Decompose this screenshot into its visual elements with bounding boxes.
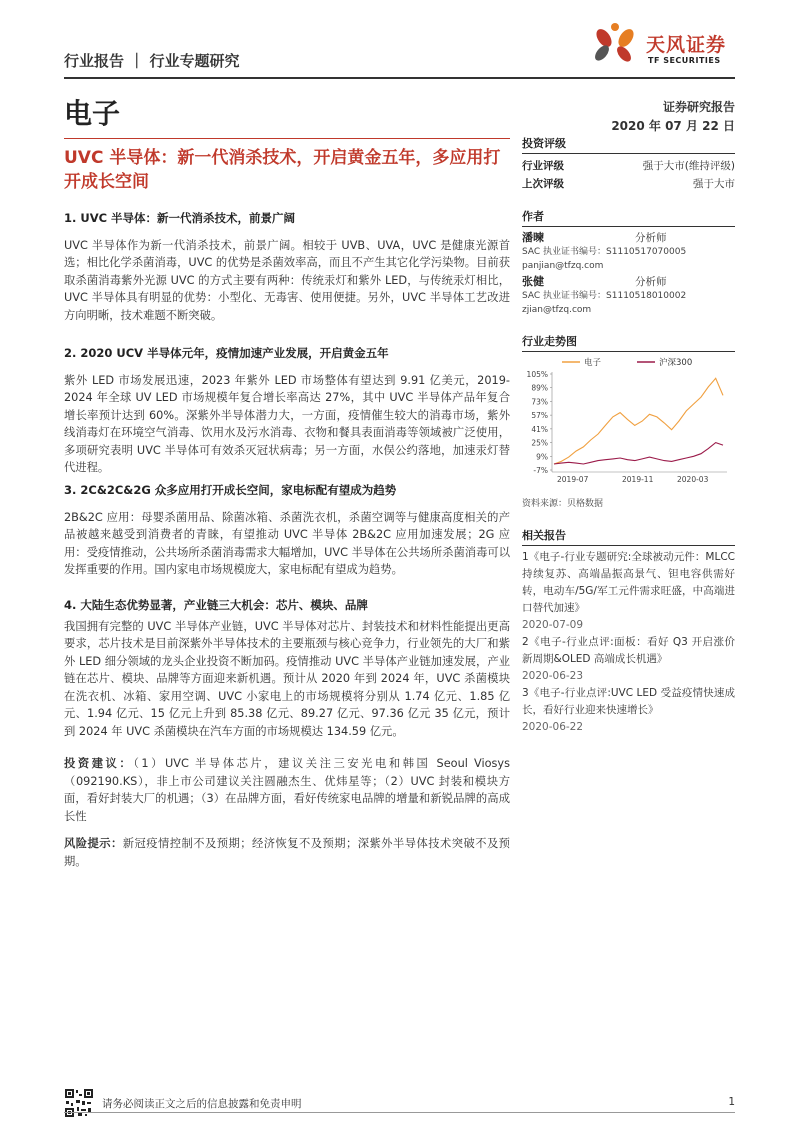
series-line — [554, 443, 723, 464]
author-email: panjian@tfzq.com — [522, 261, 604, 271]
rating-panel — [522, 135, 735, 193]
section-3 — [64, 482, 510, 579]
header-divider — [64, 77, 735, 79]
y-tick-label: 25% — [531, 438, 548, 448]
section-1 — [64, 210, 510, 324]
authors-heading: 作者 — [522, 208, 735, 227]
section-heading: 2. 2020 UCV 半导体元年，疫情加速产业发展，开启黄金五年 — [64, 346, 389, 360]
rating-key: 上次评级 — [522, 178, 564, 190]
sector-title: 电子 — [64, 97, 121, 130]
related-report-link[interactable]: 3《电子-行业点评:UVC LED 受益疫情快速成长，看好行业迎来快速增长》 — [522, 687, 735, 716]
related-report-date: 2020-07-09 — [522, 619, 584, 631]
section-body: UVC 半导体作为新一代消杀技术，前景广阔。相较于 UVB、UVA，UVC 是健康光源首选；相比化学杀菌消毒，UVC 的优势是杀菌效率高，而且不产生其它化学污染物。目前获取杀菌消毒紫外光源 UVC 的方式主要有两种：传统汞灯和紫外 LED，与传统汞灯相比，UVC 半导体具有明显的优势：小型化、无毒害、使用便捷。另外，UVC 半导体工艺改进方向明晰，技术难题不断突破。 — [64, 238, 510, 322]
author-role: 分析师 — [635, 232, 667, 244]
authors-panel — [522, 208, 735, 317]
section-body: 我国拥有完整的 UVC 半导体产业链，UVC 半导体对芯片、封装技术和材料性能提出更高要求，芯片技术是目前深紫外半导体技术的主要瓶颈与核心竞争力，行业领先的大厂和紫外 LED 细分领域的龙头企业投资不断加码。疫情推动 UVC 半导体产业链加速发展，产业链在芯片、模块、品牌等方面迎来新机遇。预计从 2020 年到 2024 年，UVC 杀菌模块在洗衣机、冰箱、家用空调、UVC 小家电上的市场规模将分别从 1.74 亿元、1.85 亿元、1.94 亿元、15 亿元上升到 85.38 亿元、89.27 亿元、97.36 亿元 35 亿元，预计到 2024 年 UVC 杀菌模块在汽车方面的市场规模达 134.59 亿元。 — [64, 619, 510, 738]
author-row — [522, 275, 735, 289]
x-tick-label: 2019-07 — [557, 475, 589, 484]
author-name: 张健 — [522, 275, 544, 288]
section-body: 紫外 LED 市场发展迅速，2023 年紫外 LED 市场整体有望达到 9.91 亿美元，2019-2024 年全球 UV LED 市场规模年复合增长率高达 27%，其中 UVC 半导体产品年复合增长率预计达到 60%。深紫外半导体潜力大，一方面，疫情催生较大的消毒市场，紫外线消毒灯在环境空气消毒、饮用水及污水消毒、衣物和餐具表面消毒等领域被广泛使用，多项研究表明 UVC 半导体可有效杀灭冠状病毒；另一方面，水俣公约落地，加速汞灯替代进程。 — [64, 373, 510, 474]
y-tick-label: -7% — [533, 466, 548, 475]
related-report-date: 2020-06-22 — [522, 721, 584, 733]
x-tick-label: 2019-11 — [622, 475, 654, 484]
author-role: 分析师 — [635, 276, 667, 288]
logo-mark-icon — [590, 20, 640, 70]
related-heading: 相关报告 — [522, 527, 735, 546]
y-tick-label: 57% — [531, 411, 548, 421]
section-heading: 3. 2C&2C&2G 众多应用打开成长空间，家电标配有望成为趋势 — [64, 483, 397, 497]
risk-label: 风险提示： — [64, 837, 123, 850]
rating-heading: 投资评级 — [522, 135, 735, 154]
rating-value: 强于大市 — [693, 178, 735, 190]
series-line — [554, 378, 723, 464]
author-cert: SAC 执业证书编号：S1110517070005 — [522, 247, 687, 257]
report-category: 行业报告 ｜ 行业专题研究 — [64, 52, 240, 70]
footer-disclaimer: 请务必阅读正文之后的信息披露和免责申明 — [102, 1098, 302, 1110]
author-row — [522, 231, 735, 245]
report-type: 证券研究报告 — [662, 100, 735, 114]
y-tick-label: 89% — [531, 383, 548, 393]
section-2 — [64, 345, 510, 477]
section-body: 2B&2C 应用：母婴杀菌用品、除菌冰箱、杀菌洗衣机，杀菌空调等与健康高度相关的产品被越来越受到消费者的青睐，有望推动 UVC 半导体 2B&2C 应用加速发展；2G 应用：受疫情推动，公共场所杀菌消毒需求大幅增加，UVC 半导体在公共场所杀菌消毒可以发挥重要的作用。国内家电市场规模庞大，家电标配有望成为趋势。 — [64, 510, 510, 576]
rating-row — [522, 175, 735, 193]
report-title: UVC 半导体：新一代消杀技术，开启黄金五年，多应用打开成长空间 — [64, 148, 501, 192]
rating-value: 强于大市(维持评级) — [642, 160, 735, 172]
x-tick-label: 2020-03 — [677, 475, 709, 484]
investment-advice — [64, 755, 510, 825]
rating-key: 行业评级 — [522, 160, 564, 172]
risk-body: 新冠疫情控制不及预期；经济恢复不及预期；深紫外半导体技术突破不及预期。 — [64, 837, 510, 868]
legend-label: 沪深300 — [659, 358, 693, 368]
trend-heading-wrap — [522, 333, 735, 352]
y-tick-label: 41% — [531, 424, 548, 434]
qr-code-icon — [64, 1088, 94, 1118]
section-4 — [64, 597, 510, 740]
title-rule — [64, 138, 510, 139]
author-cert: SAC 执业证书编号：S1110518010002 — [522, 291, 687, 301]
brand-name-cn: 天风证券 — [646, 34, 727, 56]
related-report-date: 2020-06-23 — [522, 670, 584, 682]
legend-label: 电子 — [584, 358, 602, 368]
y-tick-label: 105% — [526, 370, 548, 379]
page-number: 1 — [728, 1096, 735, 1108]
related-panel — [522, 527, 735, 736]
investment-body: （1）UVC 半导体芯片，建议关注三安光电和韩国 Seoul Viosys（092190.KS），非上市公司建议关注圆融杰生、优炜星等；（2）UVC 封装和模块方面，看好封装大厂的机遇；（3）在品牌方面，看好传统家电品牌的增量和新锐品牌的高成长性 — [64, 757, 510, 823]
author-email: zjian@tfzq.com — [522, 305, 592, 315]
section-heading: 4. 大陆生态优势显著，产业链三大机会：芯片、模块、品牌 — [64, 598, 368, 612]
related-report-link[interactable]: 2《电子-行业点评:面板：看好 Q3 开启涨价新周期&OLED 高端成长机遇》 — [522, 636, 735, 665]
rating-row — [522, 157, 735, 175]
related-report-link[interactable]: 1《电子-行业专题研究:全球被动元件：MLCC 持续复苏、高端晶振高景气、钽电容供需好转，电动车/5G/军工元件需求旺盛，中高端进口替代加速》 — [522, 551, 735, 614]
chart-source: 资料来源：贝格数据 — [522, 499, 604, 509]
risk-notice — [64, 835, 510, 870]
industry-trend-chart — [522, 352, 735, 492]
author-name: 潘暕 — [522, 231, 544, 244]
investment-label: 投资建议： — [64, 757, 134, 770]
section-heading: 1. UVC 半导体：新一代消杀技术，前景广阔 — [64, 211, 296, 225]
y-tick-label: 9% — [536, 452, 548, 462]
report-date: 2020 年 07 月 22 日 — [611, 119, 735, 133]
footer-divider — [64, 1112, 735, 1113]
y-tick-label: 73% — [531, 397, 548, 407]
trend-heading: 行业走势图 — [522, 333, 735, 352]
brand-name-en: TF SECURITIES — [648, 56, 721, 65]
